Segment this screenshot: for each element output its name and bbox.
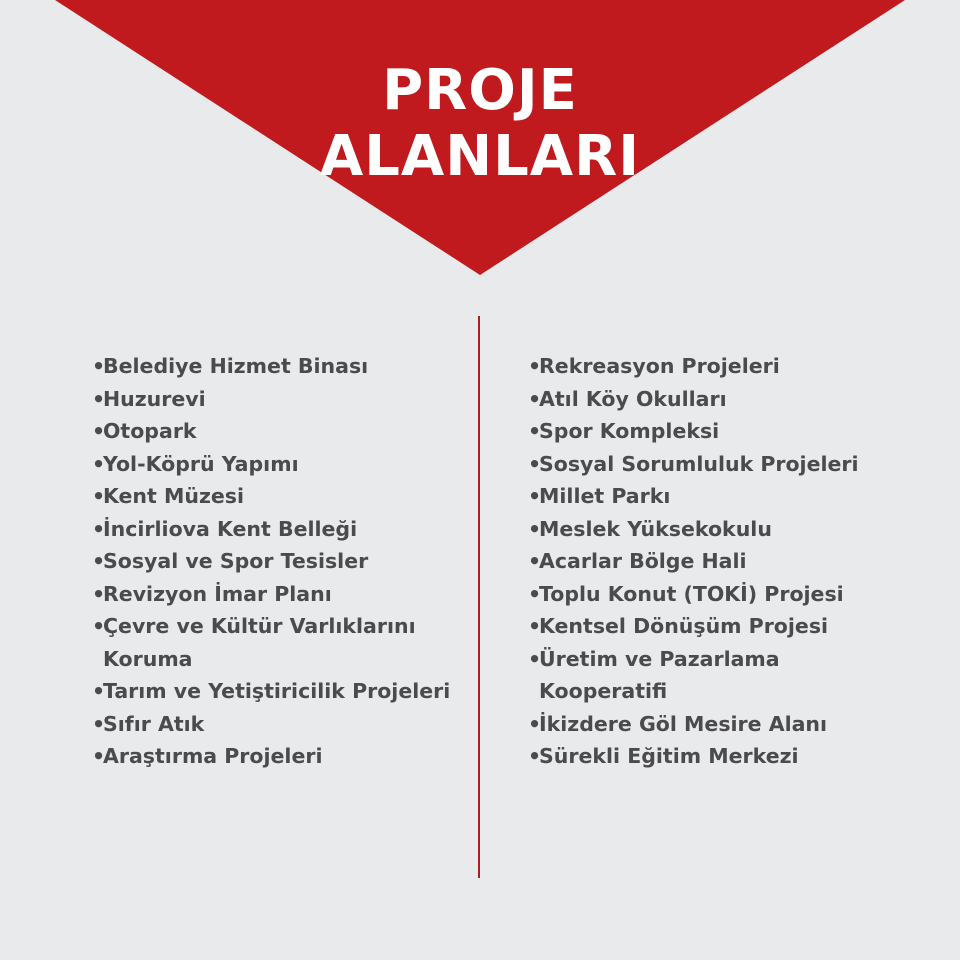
list-item: • Sosyal Sorumluluk Projeleri — [528, 448, 908, 481]
list-item: • Tarım ve Yetiştiricilik Projeleri — [92, 675, 467, 708]
list-item: • Kentsel Dönüşüm Projesi — [528, 610, 908, 643]
list-item: • Millet Parkı — [528, 480, 908, 513]
list-item: • Araştırma Projeleri — [92, 740, 467, 773]
list-item: • Yol-Köprü Yapımı — [92, 448, 467, 481]
list-item: • Toplu Konut (TOKİ) Projesi — [528, 578, 908, 611]
list-item: • Meslek Yüksekokulu — [528, 513, 908, 546]
list-item: • Acarlar Bölge Hali — [528, 545, 908, 578]
list-item: • Üretim ve Pazarlama Kooperatifi — [528, 643, 908, 708]
list-item: • İncirliova Kent Belleği — [92, 513, 467, 546]
title-line-2: ALANLARI — [319, 124, 641, 189]
list-item: • Sıfır Atık — [92, 708, 467, 741]
list-item: • Atıl Köy Okulları — [528, 383, 908, 416]
list-item: • İkizdere Göl Mesire Alanı — [528, 708, 908, 741]
page-title — [280, 58, 680, 190]
list-item: • Kent Müzesi — [92, 480, 467, 513]
list-item: • Spor Kompleksi — [528, 415, 908, 448]
list-item: • Huzurevi — [92, 383, 467, 416]
title-line-1: PROJE — [382, 58, 578, 123]
list-item: • Otopark — [92, 415, 467, 448]
list-item: • Belediye Hizmet Binası — [92, 350, 467, 383]
list-item: • Sürekli Eğitim Merkezi — [528, 740, 908, 773]
column-divider — [478, 316, 480, 878]
list-item: • Sosyal ve Spor Tesisler — [92, 545, 467, 578]
right-project-list — [528, 350, 908, 773]
left-project-list — [92, 350, 467, 773]
list-item: • Revizyon İmar Planı — [92, 578, 467, 611]
list-item: • Rekreasyon Projeleri — [528, 350, 908, 383]
list-item: • Çevre ve Kültür Varlıklarını Koruma — [92, 610, 467, 675]
